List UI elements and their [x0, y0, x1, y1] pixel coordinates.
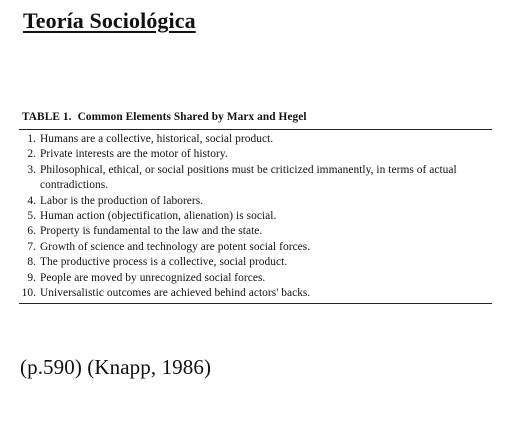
table-item-number: 6. [27, 225, 36, 238]
table-item-list [19, 130, 492, 303]
table-item [19, 163, 492, 194]
table-item-text: Private interests are the motor of history. [40, 148, 228, 161]
citation: (p.590) (Knapp, 1986) [20, 355, 212, 379]
table-item-text: Growth of science and technology are potent social forces. [40, 240, 311, 253]
table-item-number: 8. [27, 256, 36, 269]
table-item-number: 1. [27, 133, 36, 145]
table-item-text: Property is fundamental to the law and the state. [40, 225, 263, 238]
table-item [19, 240, 492, 255]
table-number: TABLE 1. [22, 111, 72, 123]
table-item-text: People are moved by unrecognized social forces. [40, 271, 266, 284]
table-caption [22, 110, 492, 129]
table-item [19, 255, 492, 270]
table-item-text: Human action (objectification, alienation) is social. [40, 210, 277, 223]
table-item-number: 3. [27, 163, 36, 176]
table [19, 110, 492, 304]
table-item-text: The productive process is a collective, social product. [40, 256, 288, 269]
table-item [19, 224, 492, 239]
table-item-text: Labor is the production of laborers. [40, 194, 204, 207]
table-item-number: 9. [27, 271, 36, 284]
table-item-number: 7. [27, 240, 36, 253]
table-item [19, 209, 492, 224]
table-item-number: 5. [27, 210, 36, 223]
page-title: Teoría Sociológica [23, 8, 196, 33]
table-item [19, 286, 492, 301]
table-item-number: 4. [27, 194, 36, 207]
table-caption-text: Common Elements Shared by Marx and Hegel [77, 111, 307, 123]
table-item-text: Universalistic outcomes are achieved behind actors' backs. [40, 287, 311, 300]
table-item [19, 132, 492, 147]
table-item [19, 271, 492, 286]
table-item-text: Philosophical, ethical, or social positions must be criticized immanently, in terms of actual contradictions. [40, 163, 457, 192]
table-item [19, 147, 492, 162]
table-bottom-rule [19, 303, 492, 304]
table-item-number: 10. [21, 287, 36, 300]
table-item-text: Humans are a collective, historical, social product. [40, 133, 274, 145]
table-item [19, 194, 492, 209]
table-item-number: 2. [27, 148, 36, 161]
